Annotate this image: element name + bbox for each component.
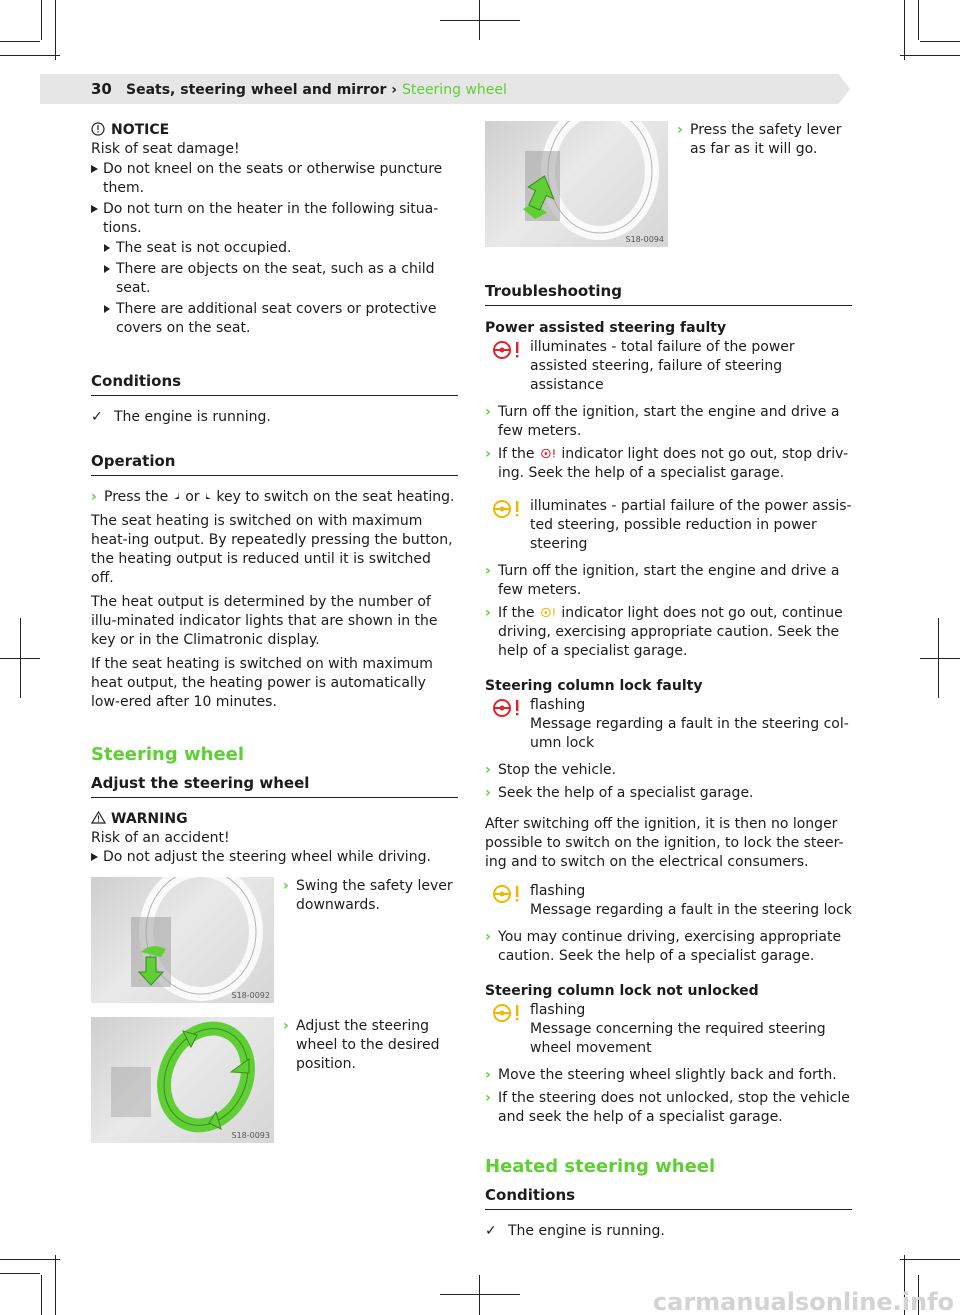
figure-row [91, 1017, 458, 1147]
breadcrumb-separator: › [391, 82, 398, 98]
step-chevron-icon: › [485, 563, 491, 579]
notice-subitem: There are additional seat covers or protective covers on the seat. [91, 300, 458, 338]
step-chevron-icon: › [283, 878, 289, 894]
step-text: Move the steering wheel slightly back and forth. [498, 1067, 837, 1083]
step-text: indicator light does not go out, continue driving, exercising appropriate caution. Seek the help of a specialist garage. [498, 605, 843, 659]
lock-not-heading: Steering column lock not unlocked [485, 983, 759, 999]
condition-text: The engine is running. [508, 1223, 665, 1239]
page-number: 30 [91, 80, 112, 98]
lock-yellow-step [485, 928, 852, 966]
notice-title: NOTICE [111, 122, 170, 138]
check-icon: ✓ [485, 1223, 497, 1239]
step-text: Press the safety lever as far as it will go. [690, 122, 842, 157]
step-chevron-icon: › [91, 489, 97, 505]
operation-heading: Operation [91, 452, 458, 476]
pas-partial-row [485, 497, 852, 554]
steering-figure-2 [91, 1017, 274, 1143]
step-chevron-icon: › [485, 929, 491, 945]
operation-step [91, 488, 458, 507]
pas-heading: Power assisted steering faulty [485, 320, 727, 336]
figure-step-text [283, 1017, 458, 1074]
operation-paragraph: The seat heating is switched on with maximum heat-ing output. By repeatedly pressing the button, the heating output is reduced until it is switched off. [91, 513, 453, 586]
right-column [485, 121, 852, 1241]
lock-yellow-msg: Message regarding a fault in the steering lock [530, 902, 852, 918]
condition-item [91, 408, 458, 427]
steering-fault-red-icon [489, 340, 523, 360]
steering-fault-yellow-icon [489, 1003, 523, 1023]
operation-paragraph: If the seat heating is switched on with maximum heat output, the heating power is automatically low-ered after 10 minutes. [91, 656, 433, 710]
notice-item: Do not kneel on the seats or otherwise puncture them. [91, 160, 458, 198]
check-icon: ✓ [91, 409, 103, 425]
step-text: Swing the safety lever downwards. [296, 878, 453, 913]
step-text: You may continue driving, exercising appropriate caution. Seek the help of a specialist garage. [498, 929, 842, 964]
lock-not-step [485, 1066, 852, 1085]
warning-item: Do not adjust the steering wheel while driving. [91, 848, 458, 867]
seat-heat-right-icon [204, 490, 212, 501]
notice-item: Do not turn on the heater in the following situa-tions. [91, 200, 458, 238]
figure-row [91, 877, 458, 1007]
steering-fault-yellow-icon [489, 884, 523, 904]
figure-step-text [677, 121, 852, 159]
pas-total-row [485, 338, 852, 395]
steering-fault-yellow-icon [539, 607, 557, 618]
step-text: Seek the help of a specialist garage. [498, 785, 754, 801]
heated-wheel-heading: Heated steering wheel [485, 1156, 716, 1177]
step-text: indicator light does not go out, stop driv-ing. Seek the help of a specialist garage. [498, 446, 849, 481]
conditions-heading: Conditions [91, 372, 458, 396]
figure-row [485, 121, 852, 251]
lock-yellow-state: flashing [530, 883, 586, 899]
step-chevron-icon: › [485, 1090, 491, 1106]
warning-triangle-icon [91, 811, 106, 824]
lock-faulty-heading: Steering column lock faulty [485, 678, 703, 694]
step-text: If the [498, 605, 535, 621]
step-chevron-icon: › [485, 1067, 491, 1083]
notice-subitem: There are objects on the seat, such as a child seat. [91, 260, 458, 298]
lock-not-step [485, 1089, 852, 1127]
pas-partial-step [485, 604, 852, 661]
steering-adjust-illustration [91, 1017, 274, 1143]
notice-title-row [91, 121, 458, 140]
step-text: Turn off the ignition, start the engine and drive a few meters. [498, 404, 840, 439]
steering-figure-1 [91, 877, 274, 1003]
lock-faulty-row [485, 696, 852, 753]
step-chevron-icon: › [485, 404, 491, 420]
step-text: Turn off the ignition, start the engine and drive a few meters. [498, 563, 840, 598]
lock-yellow-row [485, 882, 852, 920]
steering-wheel-heading: Steering wheel [91, 744, 245, 765]
steering-wheel-illustration [91, 877, 274, 1003]
heated-condition-item [485, 1222, 852, 1241]
step-chevron-icon: › [677, 122, 683, 138]
warning-title-row [91, 810, 458, 829]
breadcrumb-current: Steering wheel [401, 82, 507, 98]
lock-not-msg: Message concerning the required steering wheel movement [530, 1021, 826, 1056]
safety-lever-illustration [485, 121, 668, 247]
notice-text: Risk of seat damage! [91, 141, 240, 157]
troubleshooting-heading: Troubleshooting [485, 282, 852, 306]
figure-label: S18-0094 [625, 235, 664, 244]
left-column [91, 121, 458, 1147]
warning-text: Risk of an accident! [91, 830, 230, 846]
step-chevron-icon: › [283, 1018, 289, 1034]
steering-fault-yellow-icon [489, 499, 523, 519]
lock-faulty-para: After switching off the ignition, it is then no longer possible to switch on the ignition, to lock the steer-ing and to switch on the electrical consumers. [485, 816, 844, 870]
step-chevron-icon: › [485, 605, 491, 621]
lock-faulty-msg: Message regarding a fault in the steering col-umn lock [530, 716, 849, 751]
lock-faulty-step [485, 784, 852, 803]
figure-label: S18-0093 [231, 1131, 270, 1140]
adjust-heading: Adjust the steering wheel [91, 774, 458, 798]
pas-partial-step [485, 562, 852, 600]
pas-total-step [485, 445, 852, 483]
operation-paragraph: The heat output is determined by the number of illu-minated indicator lights that are shown in the key or in the Climatronic display. [91, 594, 438, 648]
warning-title: WARNING [111, 811, 188, 827]
step-text: Adjust the steering wheel to the desired position. [296, 1018, 440, 1072]
step-text: If the steering does not unlocked, stop the vehicle and seek the help of a specialist garage. [498, 1090, 850, 1125]
pas-partial-text: illuminates - partial failure of the power assis-ted steering, possible reduction in power steering [530, 498, 852, 552]
steering-fault-red-icon [489, 698, 523, 718]
condition-text: The engine is running. [114, 409, 271, 425]
step-text: key to switch on the seat heating. [216, 489, 455, 505]
step-chevron-icon: › [485, 762, 491, 778]
watermark: carmanualsonline.info [652, 1288, 954, 1315]
figure-step-text [283, 877, 458, 915]
step-text: or [185, 489, 200, 505]
breadcrumb [126, 81, 507, 100]
notice-icon [91, 122, 105, 136]
heated-conditions-heading: Conditions [485, 1186, 852, 1210]
breadcrumb-chapter: Seats, steering wheel and mirror [126, 82, 387, 98]
step-chevron-icon: › [485, 785, 491, 801]
notice-subitem: The seat is not occupied. [91, 239, 458, 258]
step-chevron-icon: › [485, 446, 491, 462]
pas-total-step [485, 403, 852, 441]
step-text: If the [498, 446, 535, 462]
seat-heat-left-icon [173, 490, 181, 501]
lock-faulty-step [485, 761, 852, 780]
lock-not-state: flashing [530, 1002, 586, 1018]
steering-figure-3 [485, 121, 668, 247]
lock-faulty-state: flashing [530, 697, 586, 713]
pas-total-text: illuminates - total failure of the power assisted steering, failure of steering assistance [530, 339, 795, 393]
step-text: Press the [104, 489, 169, 505]
steering-fault-red-icon [539, 448, 557, 459]
step-text: Stop the vehicle. [498, 762, 617, 778]
figure-label: S18-0092 [231, 991, 270, 1000]
lock-not-row [485, 1001, 852, 1058]
